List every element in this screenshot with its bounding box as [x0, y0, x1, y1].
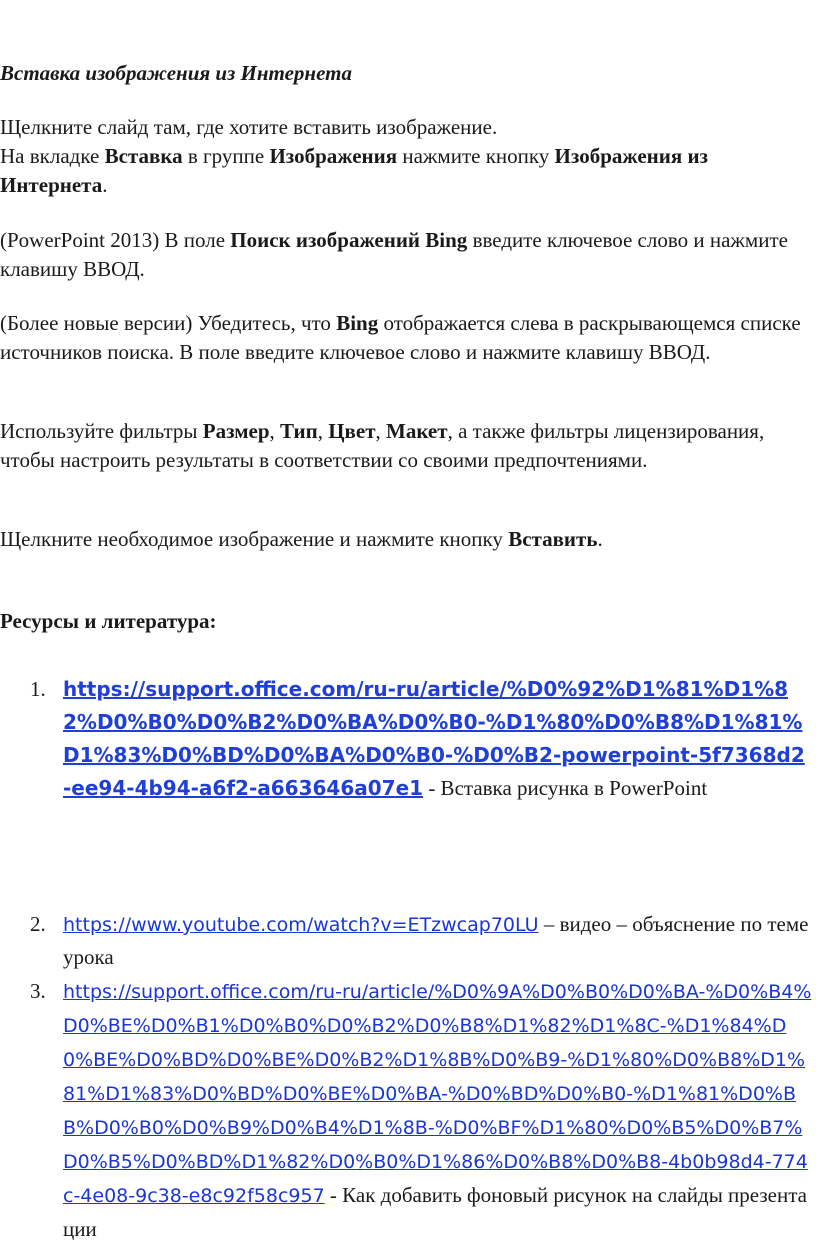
section-heading: Вставка изображения из Интернета [0, 61, 352, 85]
ref-link-3[interactable]: https://support.office.com/ru-ru/article/%D0%9A%D0%B0%D0%BA-%D0%B4%D0%BE%D0%B1%D0%B0%D0%B2%D0%B8%D1%82%D1%8C-%D1%84%D0%BE%D0%BD%D0%BE%D0%B2%D1%8B%D0%B9-%D1%80%D0%B8%D1%81%D1%83%D0%BD%D0%BE%D0%BA-%D0%BD%D0%B0-%D1%81%D0%BB%D0%B0%D0%B9%D0%B4%D1%8B-%D0%BF%D1%80%D0%B5%D0%B7%D0%B5%D0%BD%D1%82%D0%B0%D1%86%D0%B8%D0%B8-4b0b98d4-774c-4e08-9c38-e8c92f58c957 [63, 981, 812, 1207]
text-run: , [375, 419, 387, 443]
instruction-paragraph-3 [0, 309, 812, 367]
instruction-paragraph-2 [0, 226, 812, 284]
ref-number-3: 3. [30, 979, 46, 1003]
ref-item-1 [63, 673, 813, 805]
text-run: , [269, 419, 281, 443]
text-run: (PowerPoint 2013) В поле [0, 228, 231, 252]
text-run: Щелкните необходимое изображение и нажмите кнопку [0, 527, 509, 551]
text-run: . [102, 173, 108, 197]
bold-run: Вставка [104, 144, 183, 168]
text-run: Используйте фильтры [0, 419, 203, 443]
bold-run: Изображения из Интернета [0, 144, 708, 197]
resources-title: Ресурсы и литература: [0, 609, 217, 633]
text-run: нажмите кнопку [397, 144, 555, 168]
instruction-paragraph-4 [0, 417, 812, 475]
bold-run: Цвет [328, 419, 376, 443]
bold-run: Поиск изображений Bing [230, 228, 468, 252]
ref-number-2: 2. [30, 912, 46, 936]
ref-desc-2: – видео – объяснение по теме урока [63, 912, 809, 969]
bold-run: Макет [386, 419, 448, 443]
ref-item-3 [63, 975, 813, 1246]
ref-desc-3: - Как добавить фоновый рисунок на слайды презентации [63, 1183, 807, 1241]
text-run: , [317, 419, 329, 443]
text-run: отображается слева в раскрывающемся списке источников поиска. В поле введите ключевое слово и нажмите клавишу ВВОД. [0, 311, 801, 364]
text-run: . [597, 527, 603, 551]
bold-run: Вставить [508, 527, 598, 551]
ref-link-2[interactable]: https://www.youtube.com/watch?v=ETzwcap70LU [63, 914, 539, 936]
text-run: На вкладке [0, 144, 105, 168]
instruction-paragraph-5 [0, 525, 812, 554]
ref-desc-1: - Вставка рисунка в PowerPoint [423, 776, 708, 800]
instruction-line-2 [0, 142, 812, 200]
bold-run: Изображения [269, 144, 398, 168]
bold-run: Bing [336, 311, 379, 335]
text-run: (Более новые версии) Убедитесь, что [0, 311, 337, 335]
bold-run: Тип [280, 419, 318, 443]
ref-number-1: 1. [30, 677, 46, 701]
instruction-line-1: Щелкните слайд там, где хотите вставить изображение. [0, 115, 498, 139]
ref-link-1[interactable]: https://support.office.com/ru-ru/article/%D0%92%D1%81%D1%82%D0%B0%D0%B2%D0%BA%D0%B0-%D1%80%D0%B8%D1%81%D1%83%D0%BD%D0%BA%D0%B0-%D0%B2-powerpoint-5f7368d2-ee94-4b94-a6f2-a663646a07e1 [63, 677, 805, 800]
text-run: , а также фильтры лицензирования, чтобы настроить результаты в соответствии со своими предпочтениями. [0, 419, 765, 472]
text-run: введите ключевое слово и нажмите клавишу ВВОД. [0, 228, 788, 281]
text-run: в группе [182, 144, 270, 168]
ref-item-2 [63, 908, 813, 973]
bold-run: Размер [202, 419, 270, 443]
instruction-paragraph-1 [0, 113, 812, 200]
